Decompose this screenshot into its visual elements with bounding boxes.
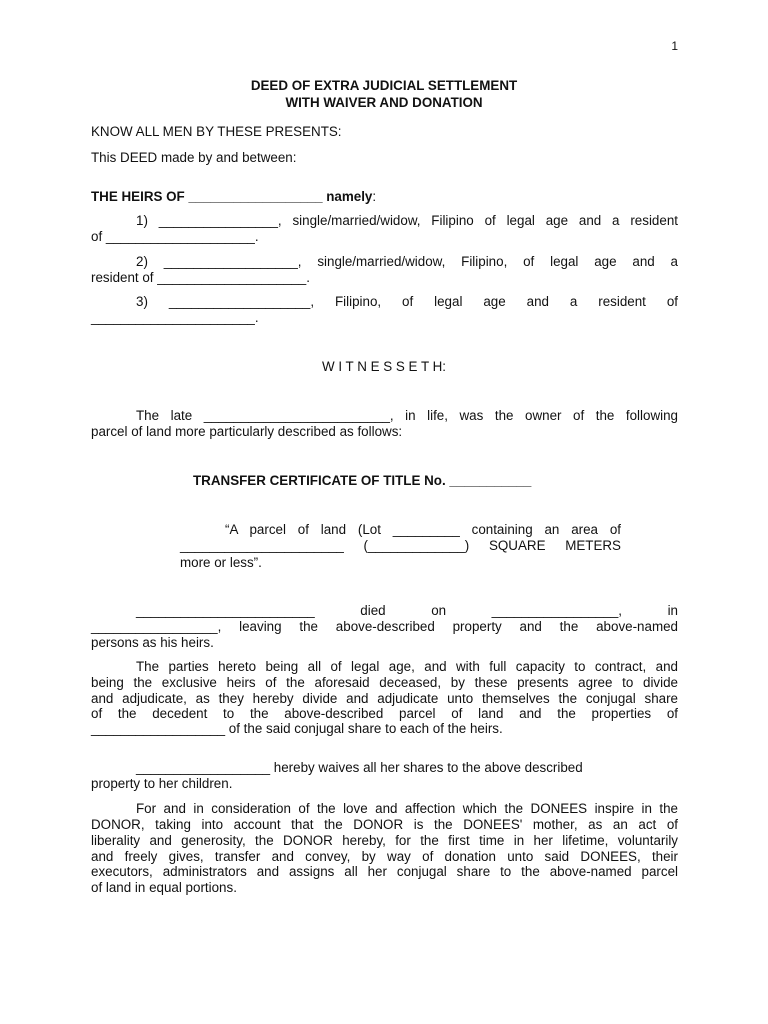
page-number: 1 [671, 39, 678, 53]
heir-1-line-2: of ____________________. [91, 229, 259, 244]
donation-line-3: liberality and generosity, the DONOR hereby, for the first time in her lifetime, voluntarily [91, 833, 678, 848]
donation-line-6: of land in equal portions. [91, 880, 237, 895]
parties-line-2: being the exclusive heirs of the aforesaid deceased, by these presents agree to divide [91, 675, 678, 690]
lot-description-line-2: ______________________ (_____________) SQUARE METERS [180, 538, 621, 553]
late-owner-line-1: The late _________________________, in life, was the owner of the following [136, 408, 678, 423]
died-line-2: _________________, leaving the above-described property and the above-named [91, 619, 678, 634]
heir-3-line-1: 3) ___________________, Filipino, of legal age and a resident of [136, 294, 678, 309]
title-line-1: DEED OF EXTRA JUDICIAL SETTLEMENT [250, 78, 518, 93]
intro-know-all-men: KNOW ALL MEN BY THESE PRESENTS: [91, 124, 342, 139]
parties-line-4: of the decedent to the above-described parcel of land and the properties of [91, 706, 678, 721]
parties-line-3: and adjudicate, as they hereby divide and adjudicate unto themselves the conjugal share [91, 691, 678, 706]
heirs-heading [91, 189, 678, 205]
donation-line-1: For and in consideration of the love and affection which the DONEES inspire in the [136, 801, 678, 816]
donation-line-2: DONOR, taking into account that the DONOR is the DONEES' mother, as an act of [91, 817, 678, 832]
intro-deed-made: This DEED made by and between: [91, 150, 297, 165]
died-line-1: ________________________ died on _________________, in [136, 603, 678, 618]
donation-line-4: and freely gives, transfer and convey, by way of donation unto said DONEES, their [91, 849, 678, 864]
lot-description-line-1: “A parcel of land (Lot _________ containing an area of [225, 522, 621, 537]
heir-3-line-2: ______________________. [91, 310, 259, 325]
lot-description-line-3: more or less”. [180, 555, 262, 570]
tct-heading: TRANSFER CERTIFICATE OF TITLE No. ___________ [193, 473, 532, 488]
died-line-3: persons as his heirs. [91, 635, 214, 650]
heir-2-line-1: 2) __________________, single/married/widow, Filipino, of legal age and a [136, 254, 678, 269]
waiver-line-2: property to her children. [91, 776, 233, 791]
parties-line-1: The parties hereto being all of legal age, and with full capacity to contract, and [136, 659, 678, 674]
donation-line-5: executors, administrators and assigns all her conjugal share to the above-named parcel [91, 864, 678, 879]
late-owner-line-2: parcel of land more particularly described as follows: [91, 424, 403, 439]
heirs-heading-bold: THE HEIRS OF __________________ namely [91, 189, 373, 204]
witnesseth-heading: W I T N E S S E T H: [321, 359, 447, 374]
heirs-heading-colon: : [372, 189, 377, 204]
waiver-line-1: __________________ hereby waives all her shares to the above described [136, 760, 583, 775]
heir-2-line-2: resident of ____________________. [91, 270, 310, 285]
heir-1-line-1: 1) ________________, single/married/widow, Filipino of legal age and a resident [136, 213, 678, 228]
parties-line-5: __________________ of the said conjugal share to each of the heirs. [91, 721, 503, 736]
title-line-2: WITH WAIVER AND DONATION [285, 95, 483, 110]
